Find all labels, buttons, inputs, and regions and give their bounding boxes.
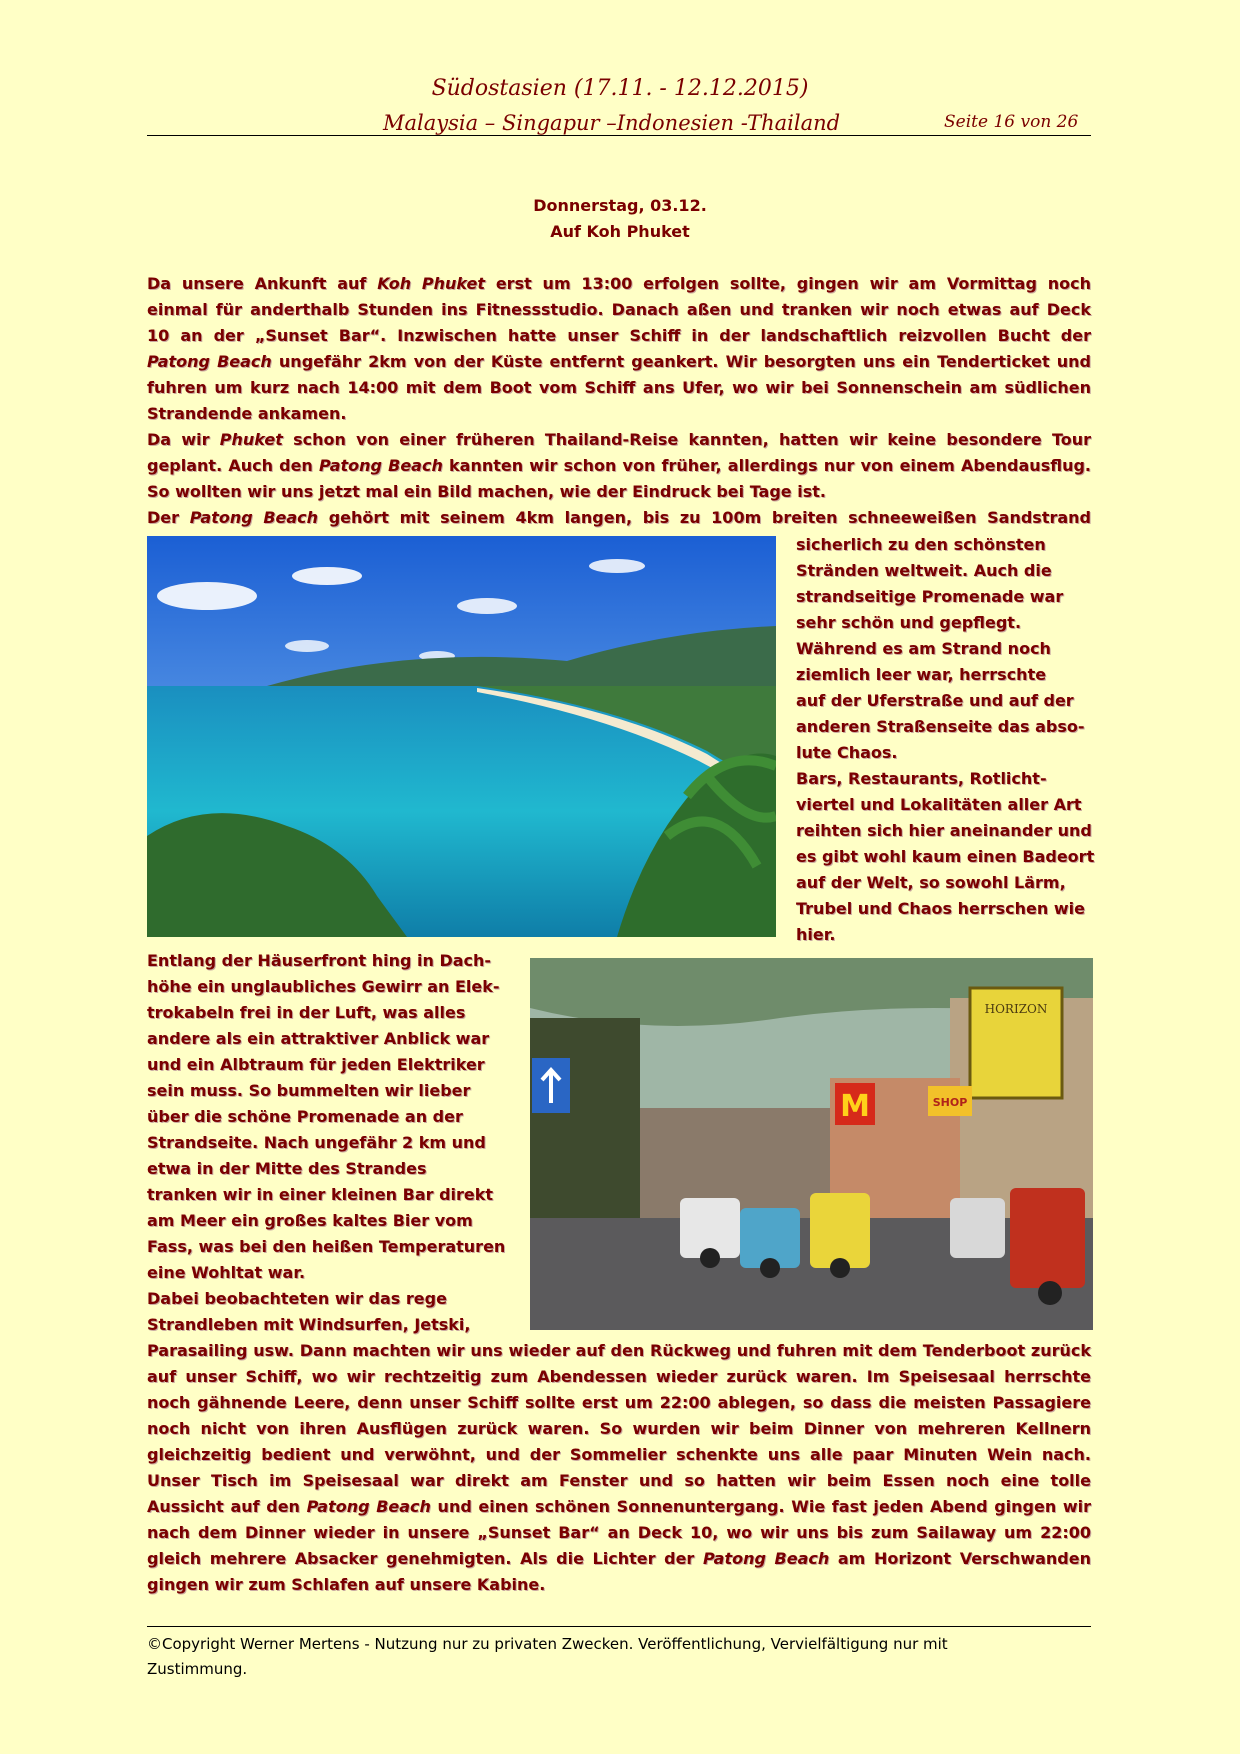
text-line: lute Chaos. bbox=[796, 743, 898, 762]
text-segment: Strandende ankamen. bbox=[147, 404, 347, 423]
text-segment: erst um 13:00 erfolgen sollte, gingen wir am Vormittag noch bbox=[485, 274, 1092, 293]
text-line: viertel und Lokalitäten aller Art bbox=[796, 795, 1082, 814]
text-line bbox=[147, 479, 1091, 505]
text-line: am Meer ein großes kaltes Bier vom bbox=[147, 1211, 473, 1230]
text-line: tranken wir in einer kleinen Bar direkt bbox=[147, 1185, 494, 1204]
text-segment: einmal für anderthalb Stunden ins Fitnessstudio. Danach aßen und tranken wir noch etwas auf Deck bbox=[147, 300, 1091, 319]
text-line: ziemlich leer war, herrschte bbox=[796, 665, 1047, 684]
text-line: Entlang der Häuserfront hing in Dach- bbox=[147, 951, 492, 970]
text-segment: schon von einer früheren Thailand-Reise kannten, hatten wir keine besondere Tour bbox=[282, 430, 1092, 449]
place-name: Patong Beach bbox=[189, 508, 319, 527]
text-line: über die schöne Promenade an der bbox=[147, 1107, 463, 1126]
street-photo bbox=[530, 958, 1093, 1330]
text-line: es gibt wohl kaum einen Badeort bbox=[796, 847, 1095, 866]
footer-divider bbox=[147, 1626, 1091, 1627]
text-line: Bars, Restaurants, Rotlicht- bbox=[796, 769, 1047, 788]
text-segment: gehört mit seinem 4km langen, bis zu 100m breiten schneeweißen Sandstrand bbox=[318, 508, 1092, 527]
text-segment: nach dem Dinner wieder in unsere „Sunset Bar“ an Deck 10, wo wir uns bis zum Sailaway um 22:00 bbox=[147, 1523, 1091, 1542]
copyright-line-2: Zustimmung. bbox=[147, 1660, 248, 1678]
place-name: Patong Beach bbox=[306, 1497, 431, 1516]
text-segment: Der bbox=[147, 508, 190, 527]
text-line bbox=[147, 427, 1091, 453]
text-line bbox=[147, 1546, 1091, 1572]
place-name: Koh Phuket bbox=[377, 274, 486, 293]
place-name: Patong Beach bbox=[702, 1549, 830, 1568]
text-line: Stränden weltweit. Auch die bbox=[796, 561, 1052, 580]
text-line bbox=[147, 505, 1091, 531]
mcdonalds-sign-label: M bbox=[840, 1089, 870, 1124]
place-name: Phuket bbox=[219, 430, 283, 449]
text-line bbox=[147, 401, 1091, 427]
paragraph-beach-intro bbox=[147, 505, 1091, 531]
place-name: Patong Beach bbox=[147, 352, 272, 371]
text-line bbox=[147, 1468, 1091, 1494]
left-column-text bbox=[147, 948, 509, 1338]
paragraph-plan bbox=[147, 427, 1091, 505]
text-segment: Parasailing usw. Dann machten wir uns wieder auf den Rückweg und fuhren mit dem Tenderboot zurück bbox=[147, 1341, 1091, 1360]
day-subtitle: Auf Koh Phuket bbox=[550, 222, 690, 241]
text-line bbox=[147, 1338, 1091, 1364]
text-line bbox=[147, 1364, 1091, 1390]
text-line: Während es am Strand noch bbox=[796, 639, 1051, 658]
text-segment: auf unser Schiff, wo wir rechtzeitig zum Abendessen wieder zurück waren. Im Speisesaal herrschte bbox=[147, 1367, 1091, 1386]
beach-photo bbox=[147, 536, 776, 937]
text-line: trokabeln frei in der Luft, was alles bbox=[147, 1003, 466, 1022]
text-segment: noch gähnende Leere, denn unser Schiff sollte erst um 22:00 ablegen, so dass die meisten Passagiere bbox=[147, 1393, 1091, 1412]
text-segment: ungefähr 2km von der Küste entfernt geankert. Wir besorgten uns ein Tenderticket und bbox=[271, 352, 1091, 371]
text-segment: kannten wir schon von früher, allerdings nur von einem Abendausflug. bbox=[442, 456, 1091, 475]
text-line: und ein Albtraum für jeden Elektriker bbox=[147, 1055, 485, 1074]
header-countries: Malaysia – Singapur –Indonesien -Thailand bbox=[383, 111, 841, 135]
text-line: etwa in der Mitte des Strandes bbox=[147, 1159, 427, 1178]
text-segment: geplant. Auch den bbox=[147, 456, 319, 475]
text-line: andere als ein attraktiver Anblick war bbox=[147, 1029, 490, 1048]
text-line: anderen Straßenseite das abso- bbox=[796, 717, 1085, 736]
text-line: Dabei beobachteten wir das rege bbox=[147, 1289, 447, 1308]
text-line: sicherlich zu den schönsten bbox=[796, 535, 1046, 554]
text-line: reihten sich hier aneinander und bbox=[796, 821, 1092, 840]
header-divider bbox=[147, 135, 1091, 136]
text-line: strandseitige Promenade war bbox=[796, 587, 1064, 606]
horizon-sign-label: HORIZON bbox=[984, 1002, 1048, 1016]
text-segment: Unser Tisch im Speisesaal war direkt am Fenster und so hatten wir beim Essen noch eine tolle bbox=[147, 1471, 1091, 1490]
text-line bbox=[147, 349, 1091, 375]
text-line: auf der Uferstraße und auf der bbox=[796, 691, 1074, 710]
text-line bbox=[147, 375, 1091, 401]
place-name: Patong Beach bbox=[318, 456, 443, 475]
text-line: Fass, was bei den heißen Temperaturen bbox=[147, 1237, 506, 1256]
text-line bbox=[147, 453, 1091, 479]
paragraph-arrival bbox=[147, 271, 1091, 427]
text-segment: So wollten wir uns jetzt mal ein Bild machen, wie der Eindruck bei Tage ist. bbox=[147, 482, 826, 501]
day-date: Donnerstag, 03.12. bbox=[533, 196, 707, 215]
text-line bbox=[147, 297, 1091, 323]
text-segment: noch nicht von ihren Ausflügen zurück waren. So wurden wir beim Dinner von mehreren Kellnern bbox=[147, 1419, 1091, 1438]
text-line bbox=[147, 1416, 1091, 1442]
text-line bbox=[147, 1494, 1091, 1520]
page-number: Seite 16 von 26 bbox=[944, 112, 1079, 132]
text-segment: fuhren um kurz nach 14:00 mit dem Boot vom Schiff ans Ufer, wo wir bei Sonnenschein am südlichen bbox=[147, 378, 1091, 397]
text-line bbox=[147, 1520, 1091, 1546]
shop-sign-label: SHOP bbox=[932, 1096, 968, 1109]
text-line bbox=[147, 1572, 1091, 1598]
text-line: auf der Welt, so sowohl Lärm, bbox=[796, 873, 1066, 892]
text-line: Strandseite. Nach ungefähr 2 km und bbox=[147, 1133, 486, 1152]
right-column-text bbox=[796, 532, 1095, 948]
text-line bbox=[147, 323, 1091, 349]
text-line: sehr schön und gepflegt. bbox=[796, 613, 1022, 632]
text-segment: Da unsere Ankunft auf bbox=[147, 274, 378, 293]
text-line: Strandleben mit Windsurfen, Jetski, bbox=[147, 1315, 471, 1334]
text-line bbox=[147, 1442, 1091, 1468]
text-line: sein muss. So bummelten wir lieber bbox=[147, 1081, 471, 1100]
copyright-line-1: ©Copyright Werner Mertens - Nutzung nur zu privaten Zwecken. Veröffentlichung, Vervielfältigung nur mit bbox=[147, 1635, 948, 1653]
text-segment: gleich mehrere Absacker genehmigten. Als die Lichter der bbox=[147, 1549, 703, 1568]
text-line: Trubel und Chaos herrschen wie bbox=[796, 899, 1085, 918]
text-segment: gleichzeitig bedient und verwöhnt, und der Sommelier schenkte uns alle paar Minuten Wein nach. bbox=[147, 1445, 1091, 1464]
text-line bbox=[147, 271, 1091, 297]
text-segment: Da wir bbox=[147, 430, 220, 449]
footer bbox=[147, 1632, 1091, 1682]
text-line: hier. bbox=[796, 925, 836, 944]
text-line: höhe ein unglaubliches Gewirr an Elek- bbox=[147, 977, 500, 996]
text-line bbox=[147, 1390, 1091, 1416]
paragraph-evening bbox=[147, 1338, 1091, 1598]
text-line: eine Wohltat war. bbox=[147, 1263, 306, 1282]
text-segment: am Horizont Verschwanden bbox=[829, 1549, 1092, 1568]
text-segment: 10 an der „Sunset Bar“. Inzwischen hatte unser Schiff in der landschaftlich reizvollen Bucht der bbox=[147, 326, 1091, 345]
text-segment: Aussicht auf den bbox=[147, 1497, 307, 1516]
text-segment: und einen schönen Sonnenuntergang. Wie fast jeden Abend gingen wir bbox=[430, 1497, 1092, 1516]
header-title: Südostasien (17.11. - 12.12.2015) bbox=[431, 76, 809, 101]
text-segment: gingen wir zum Schlafen auf unsere Kabine. bbox=[147, 1575, 546, 1594]
street-illustration bbox=[530, 958, 1093, 1330]
beach-illustration bbox=[147, 536, 776, 937]
